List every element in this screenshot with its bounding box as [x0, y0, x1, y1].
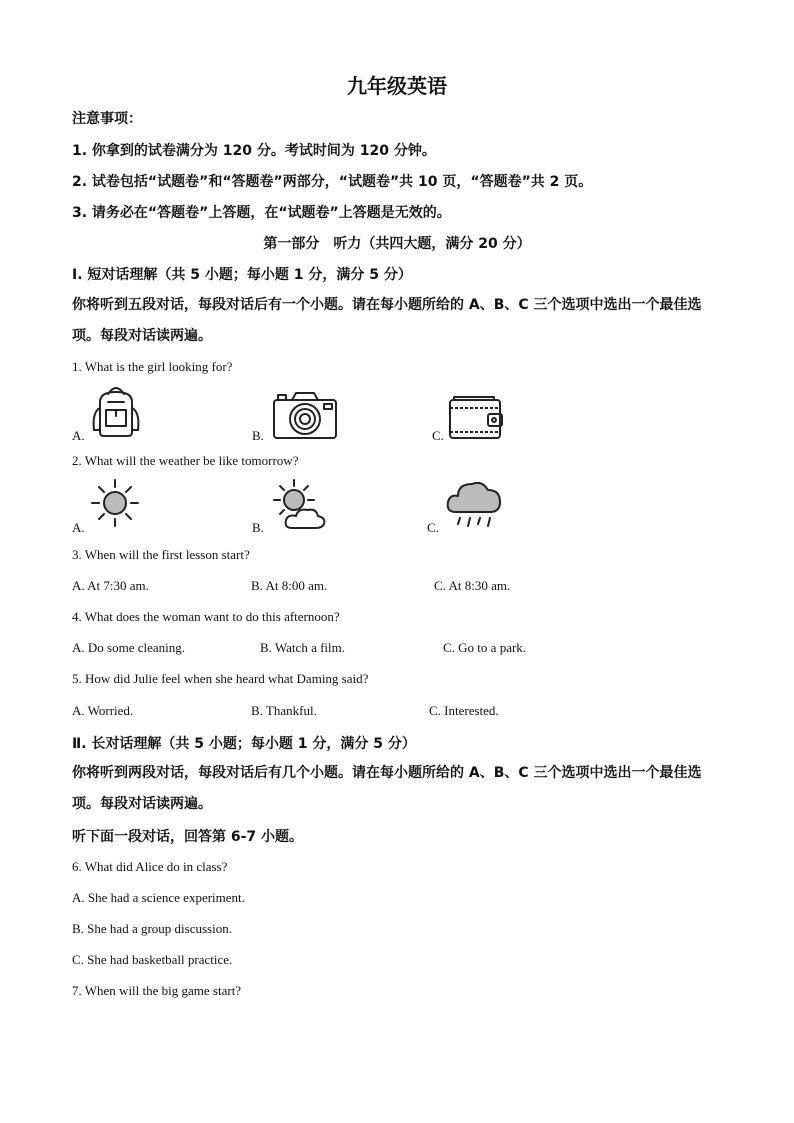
question-4: 4. What does the woman want to do this afternoon? [72, 609, 340, 624]
q1-option-b: B. [252, 428, 264, 443]
q5-option-c: C. Interested. [429, 703, 499, 718]
notice-item-1: 1. 你拿到的试卷满分为 120 分。考试时间为 120 分钟。 [72, 143, 436, 159]
rain-cloud-icon [444, 474, 504, 532]
sun-cloud-icon [270, 478, 328, 532]
part1-heading: 第一部分 听力（共四大题，满分 20 分） [263, 236, 531, 252]
q6-option-b: B. She had a group discussion. [72, 921, 232, 936]
question-3: 3. When will the first lesson start? [72, 547, 250, 562]
q2-option-b: B. [252, 520, 264, 535]
q1-option-c: C. [432, 428, 444, 443]
q4-option-b: B. Watch a film. [260, 640, 346, 655]
q4-option-a: A. Do some cleaning. [72, 640, 186, 655]
section2-heading: Ⅱ. 长对话理解（共 5 小题；每小题 1 分，满分 5 分） [72, 736, 416, 752]
notice-item-2: 2. 试卷包括“试题卷”和“答题卷”两部分，“试题卷”共 10 页，“答题卷”共 2 页。 [72, 174, 593, 190]
q5-option-b: B. Thankful. [251, 703, 317, 718]
sun-icon [90, 478, 140, 528]
backpack-icon [86, 380, 146, 440]
question-6: 6. What did Alice do in class? [72, 859, 228, 874]
q6-option-a: A. She had a science experiment. [72, 890, 245, 905]
q2-option-a: A. [72, 520, 85, 535]
notice-heading: 注意事项： [72, 111, 142, 127]
camera-icon [272, 390, 338, 440]
q5-option-a: A. Worried. [72, 703, 134, 718]
notice-item-3: 3. 请务必在“答题卷”上答题，在“试题卷”上答题是无效的。 [72, 205, 451, 221]
section1-heading: Ⅰ. 短对话理解（共 5 小题；每小题 1 分，满分 5 分） [72, 267, 412, 283]
question-1: 1. What is the girl looking for? [72, 359, 233, 374]
section1-instruction: 你将听到五段对话，每段对话后有一个小题。请在每小题所给的 A、B、C 三个选项中选出一个最佳选项。每段对话读两遍。 [72, 297, 702, 344]
q6-option-c: C. She had basketball practice. [72, 952, 233, 967]
question-5: 5. How did Julie feel when she heard what Daming said? [72, 671, 369, 686]
q1-option-a: A. [72, 428, 85, 443]
section2-instruction: 你将听到两段对话，每段对话后有几个小题。请在每小题所给的 A、B、C 三个选项中选出一个最佳选项。每段对话读两遍。 [72, 765, 702, 812]
question-2: 2. What will the weather be like tomorrow? [72, 453, 299, 468]
q3-option-b: B. At 8:00 am. [251, 578, 328, 593]
section2-subinstruction: 听下面一段对话，回答第 6-7 小题。 [72, 829, 304, 845]
q3-option-c: C. At 8:30 am. [434, 578, 511, 593]
wallet-icon [448, 396, 504, 442]
q3-option-a: A. At 7:30 am. [72, 578, 149, 593]
q2-option-c: C. [427, 520, 439, 535]
question-7: 7. When will the big game start? [72, 983, 242, 998]
page-title: 九年级英语 [347, 74, 447, 98]
q4-option-c: C. Go to a park. [443, 640, 527, 655]
